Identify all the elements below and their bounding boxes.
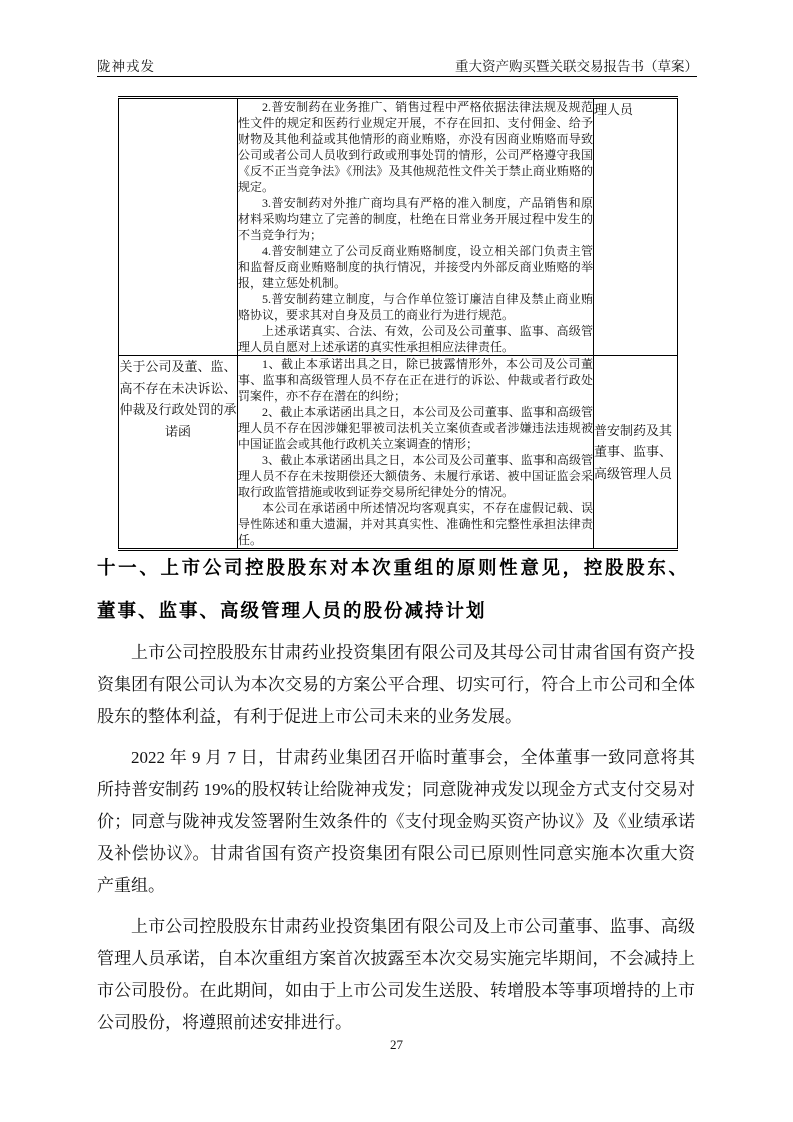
page-number: 27 <box>390 1037 403 1052</box>
commitment-paragraph: 1、截止本承诺出具之日，除已披露情形外，本公司及公司董事、监事和高级管理人员不存在正在进行的诉讼、仲裁或者行政处罚案件，亦不存在潜在的纠纷； <box>238 357 593 403</box>
commitment-label-cell <box>119 98 238 356</box>
commitment-paragraph: 5.普安制药建立制度，与合作单位签订廉洁自律及禁止商业贿赂协议，要求其对自身及员工的商业行为进行规范。 <box>238 292 593 322</box>
header-company-name: 陇神戎发 <box>97 59 155 74</box>
table-row <box>119 98 678 356</box>
commitment-paragraph: 上述承诺真实、合法、有效，公司及公司董事、监事、高级管理人员自愿对上述承诺的真实性承担相应法律责任。 <box>238 324 593 354</box>
header-document-title: 重大资产购买暨关联交易报告书（草案） <box>455 59 698 74</box>
commitment-paragraph: 4.普安制建立了公司反商业贿赂制度，设立相关部门负责主管和监督反商业贿赂制度的执行情况，并接受内外部反商业贿赂的举报，建立惩处机制。 <box>238 244 593 290</box>
commitment-content-cell <box>238 98 594 356</box>
commitment-paragraph: 2、截止本承诺函出具之日，本公司及公司董事、监事和高级管理人员不存在因涉嫌犯罪被司法机关立案侦查或者涉嫌违法违规被中国证监会或其他行政机关立案调查的情形； <box>238 405 593 451</box>
commitment-party-cell: 普安制药及其董事、监事、高级管理人员 <box>594 356 678 550</box>
section-body <box>97 637 695 1048</box>
commitment-table <box>118 96 678 551</box>
commitment-label-cell: 关于公司及董、监、高不存在未决诉讼、仲裁及行政处罚的承诺函 <box>119 356 238 550</box>
section-heading: 十一、上市公司控股股东对本次重组的原则性意见，控股股东、董事、监事、高级管理人员的股份减持计划 <box>97 557 689 621</box>
body-paragraph: 2022 年 9 月 7 日，甘肃药业集团召开临时董事会，全体董事一致同意将其所持普安制药 19%的股权转让给陇神戎发；同意陇神戎发以现金方式支付交易对价；同意与陇神戎发签署附生效条件的《支付现金购买资产协议》及《业绩承诺及补偿协议》。甘肃省国有资产投资集团有限公司已原则性同意实施本次重大资产重组。 <box>97 748 695 895</box>
commitment-paragraph: 2.普安制药在业务推广、销售过程中严格依据法律法规及规范性文件的规定和医药行业规定开展，不存在回扣、支付佣金、给予财物及其他利益或其他情形的商业贿赂，亦没有因商业贿赂而导致公司或者公司人员收到行政或刑事处罚的情形，公司严格遵守我国《反不正当竞争法》《刑法》及其他规范性文件关于禁止商业贿赂的规定。 <box>238 100 593 194</box>
commitment-content-cell <box>238 356 594 550</box>
commitment-paragraph: 3.普安制药对外推广商均具有严格的准入制度，产品销售和原材料采购均建立了完善的制度，杜绝在日常业务开展过程中发生的不当竞争行为； <box>238 196 593 242</box>
body-paragraph: 上市公司控股股东甘肃药业投资集团有限公司及其母公司甘肃省国有资产投资集团有限公司认为本次交易的方案公平合理、切实可行，符合上市公司和全体股东的整体利益，有利于促进上市公司未来的业务发展。 <box>97 643 695 726</box>
commitment-paragraph: 本公司在承诺函中所述情况均客观真实，不存在虚假记载、误导性陈述和重大遗漏，并对其真实性、准确性和完整性承担法律责任。 <box>238 501 593 547</box>
table-row <box>119 356 678 550</box>
commitment-party-cell: 理人员 <box>594 98 678 356</box>
header-rule <box>97 76 697 77</box>
commitment-paragraph: 3、截止本承诺函出具之日，本公司及公司董事、监事和高级管理人员不存在未按期偿还大额债务、未履行承诺、被中国证监会采取行政监管措施或收到证券交易所纪律处分的情况。 <box>238 453 593 499</box>
body-paragraph: 上市公司控股股东甘肃药业投资集团有限公司及上市公司董事、监事、高级管理人员承诺，自本次重组方案首次披露至本次交易实施完毕期间，不会减持上市公司股份。在此期间，如由于上市公司发生送股、转增股本等事项增持的上市公司股份，将遵照前述安排进行。 <box>97 917 695 1032</box>
